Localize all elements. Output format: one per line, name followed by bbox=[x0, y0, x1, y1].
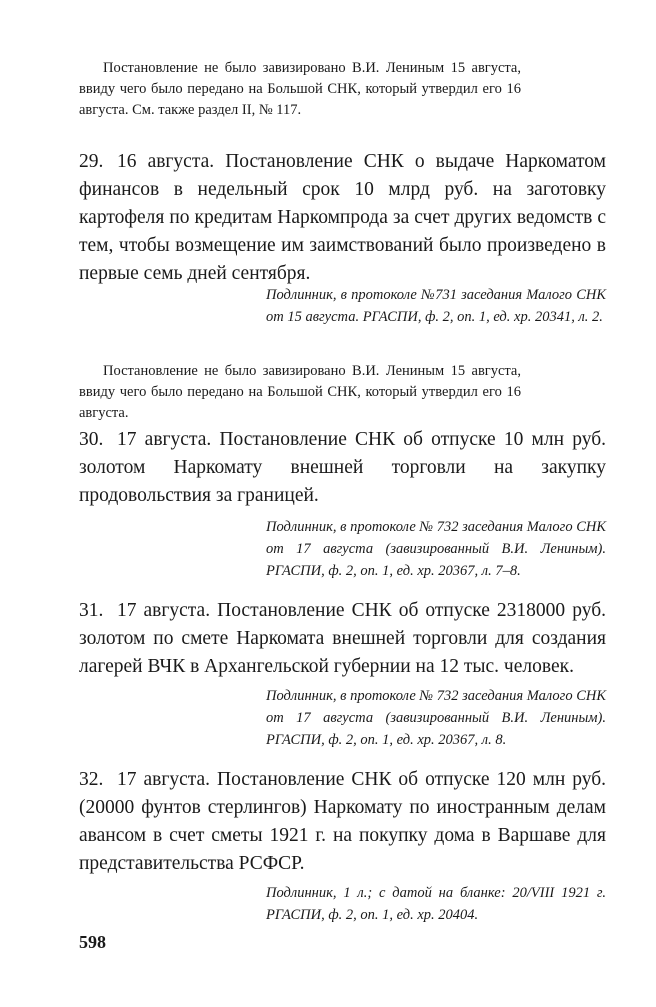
entry-31-number: 31. bbox=[79, 600, 104, 621]
entry-30-text: 17 августа. Постановление СНК об отпуске 10 млн руб. золотом Наркомату внешней торговли на закупку продовольствия за границей. bbox=[79, 429, 606, 506]
entry-32 bbox=[79, 766, 606, 878]
entry-32-source: Подлинник, 1 л.; с датой на бланке: 20/VIII 1921 г. РГАСПИ, ф. 2, оп. 1, ед. хр. 20404. bbox=[266, 885, 606, 923]
entry-31 bbox=[79, 597, 606, 681]
entry-30 bbox=[79, 426, 606, 510]
entry-31-source: Подлинник, в протоколе № 732 заседания Малого СНК от 17 августа (завизированный В.И. Лениным). РГАСПИ, ф. 2, оп. 1, ед. хр. 20367, л. 8. bbox=[266, 688, 606, 748]
entry-32-number: 32. bbox=[79, 769, 104, 790]
note-paragraph-2: Постановление не было завизировано В.И. Лениным 15 августа, ввиду чего было передано на Большой СНК, который утвердил его 16 августа. bbox=[79, 363, 521, 421]
entry-31-text: 17 августа. Постановление СНК об отпуске 2318000 руб. золотом по смете Наркомата внешней торговли для создания лагерей ВЧК в Архангельской губернии на 12 тыс. человек. bbox=[79, 600, 606, 677]
entry-29-number: 29. bbox=[79, 151, 104, 172]
entry-29-text: 16 августа. Постановление СНК о выдаче Наркоматом финансов в недельный срок 10 млрд руб. на заготовку картофеля по кредитам Наркомпрода за счет других ведомств с тем, чтобы возмещение им заимствований было произведено в первые семь дней сентября. bbox=[79, 151, 606, 284]
entry-29 bbox=[79, 148, 606, 288]
entry-32-text: 17 августа. Постановление СНК об отпуске 120 млн руб. (20000 фунтов стерлингов) Наркомату по иностранным делам авансом в счет сметы 1921 г. на покупку дома в Варшаве для представительства РСФСР. bbox=[79, 769, 606, 874]
entry-29-source: Подлинник, в протоколе №731 заседания Малого СНК от 15 августа. РГАСПИ, ф. 2, оп. 1, ед. хр. 20341, л. 2. bbox=[266, 287, 606, 325]
note-paragraph-1: Постановление не было завизировано В.И. Лениным 15 августа, ввиду чего было передано на Большой СНК, который утвердил его 16 августа. См. также раздел II, № 117. bbox=[79, 60, 521, 118]
entry-30-source: Подлинник, в протоколе № 732 заседания Малого СНК от 17 августа (завизированный В.И. Лениным). РГАСПИ, ф. 2, оп. 1, ед. хр. 20367, л. 7–8. bbox=[266, 519, 606, 579]
page-number: 598 bbox=[79, 932, 106, 952]
entry-30-number: 30. bbox=[79, 429, 104, 450]
